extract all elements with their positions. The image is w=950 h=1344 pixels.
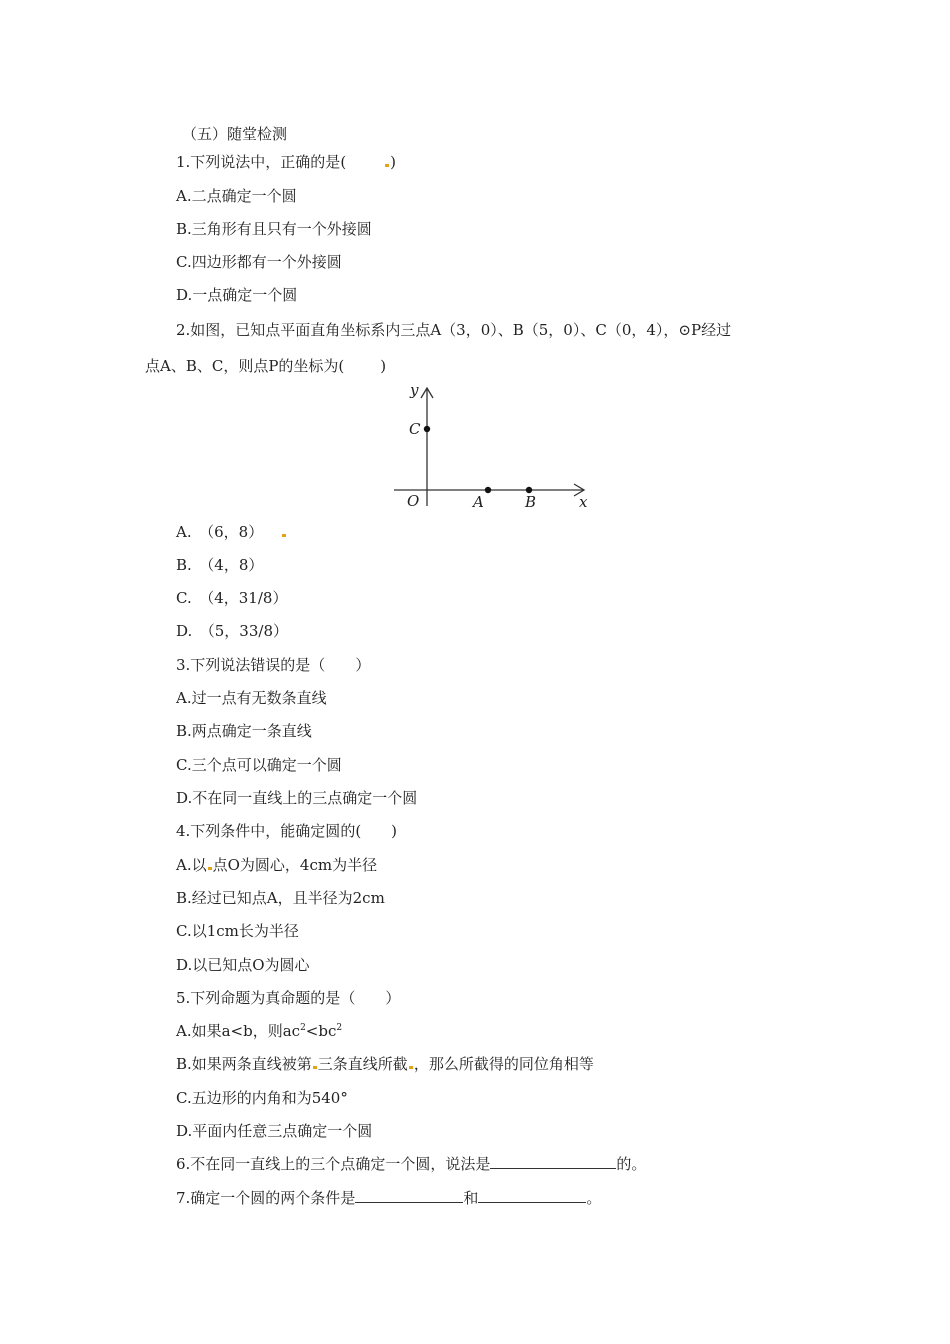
q7-text-pre: 7.确定一个圆的两个条件是 <box>176 1189 356 1207</box>
q2-option-b: B. （4，8） <box>176 556 264 574</box>
q2-option-c: C. （4，31/8） <box>176 589 288 607</box>
q2-stem-line1: 2.如图，已知点平面直角坐标系内三点A（3，0）、B（5，0）、C（0，4），⊙P经过 <box>176 321 732 339</box>
q5-option-b-pre: B.如果两条直线被第 <box>176 1055 312 1073</box>
q7-answer-blank-2[interactable] <box>478 1188 586 1203</box>
q7-text-mid: 和 <box>463 1189 479 1207</box>
q4-option-a-pre: A.以 <box>176 856 207 874</box>
q5-option-c: C.五边形的内角和为540° <box>176 1089 348 1107</box>
q5-option-b-mid: 三条直线所截 <box>317 1055 408 1073</box>
q1-stem-text: 1.下列说法中，正确的是( <box>176 153 347 171</box>
highlight-mark <box>385 164 389 167</box>
point-a-dot <box>485 487 491 493</box>
q1-option-c: C.四边形都有一个外接圆 <box>176 253 342 271</box>
q6-text-post: 的。 <box>616 1155 647 1173</box>
q2-stem-close: ) <box>380 357 387 375</box>
q3-option-c: C.三个点可以确定一个圆 <box>176 756 342 774</box>
q5-stem: 5.下列命题为真命题的是（ ） <box>176 989 401 1007</box>
q4-option-c: C.以1cm长为半径 <box>176 922 299 940</box>
q2-option-a <box>176 522 287 542</box>
point-a-label: A <box>473 493 484 511</box>
q4-option-a-post: 点O为圆心，4cm为半径 <box>212 856 378 874</box>
q1-option-b: B.三角形有且只有一个外接圆 <box>176 220 372 238</box>
question-1-stem <box>176 152 396 172</box>
point-c-dot <box>424 426 430 432</box>
q6-answer-blank[interactable] <box>490 1154 616 1169</box>
q5-option-b <box>176 1054 594 1074</box>
coordinate-figure <box>390 380 600 515</box>
q5-option-d: D.平面内任意三点确定一个圆 <box>176 1122 373 1140</box>
q4-stem: 4.下列条件中，能确定圆的( ) <box>176 822 398 840</box>
q5-superscript-2: 2 <box>336 1023 343 1033</box>
q2-option-d: D. （5，33/8） <box>176 622 288 640</box>
q5-option-a <box>176 1021 342 1041</box>
q6-text-pre: 6.不在同一直线上的三个点确定一个圆，说法是 <box>176 1155 491 1173</box>
q4-option-a <box>176 855 377 875</box>
q5-option-a-mid: <bc <box>305 1022 337 1040</box>
q2-stem-text: 点A、B、C，则点P的坐标为( <box>145 357 345 375</box>
q1-option-d: D.一点确定一个圆 <box>176 286 298 304</box>
q3-option-b: B.两点确定一条直线 <box>176 722 312 740</box>
q2-stem-line2 <box>145 356 386 376</box>
q4-option-d: D.以已知点O为圆心 <box>176 956 310 974</box>
x-axis-label: x <box>579 493 588 511</box>
highlight-mark <box>208 867 212 870</box>
highlight-mark <box>282 534 286 537</box>
q5-option-b-post: ，那么所截得的同位角相等 <box>413 1055 594 1073</box>
q5-superscript-1: 2 <box>300 1023 306 1033</box>
q7-text-post: 。 <box>586 1189 602 1207</box>
q6-fill-in <box>176 1154 646 1174</box>
point-b-label: B <box>525 493 537 511</box>
q4-option-b: B.经过已知点A，且半径为2cm <box>176 889 385 907</box>
highlight-mark <box>409 1066 413 1069</box>
y-axis-label: y <box>410 381 419 399</box>
q7-fill-in <box>176 1188 601 1208</box>
q7-answer-blank-1[interactable] <box>355 1188 463 1203</box>
q3-option-a: A.过一点有无数条直线 <box>176 689 327 707</box>
q1-stem-close: ) <box>390 153 397 171</box>
q1-option-a: A.二点确定一个圆 <box>176 187 297 205</box>
point-c-label: C <box>409 420 421 438</box>
origin-label: O <box>407 492 420 510</box>
highlight-mark <box>313 1066 317 1069</box>
q5-option-a-pre: A.如果a<b，则ac <box>176 1022 301 1040</box>
q3-stem: 3.下列说法错误的是（ ） <box>176 656 371 674</box>
q2-option-a-text: A. （6，8） <box>176 523 264 541</box>
section-title: （五）随堂检测 <box>182 125 288 143</box>
q3-option-d: D.不在同一直线上的三点确定一个圆 <box>176 789 418 807</box>
